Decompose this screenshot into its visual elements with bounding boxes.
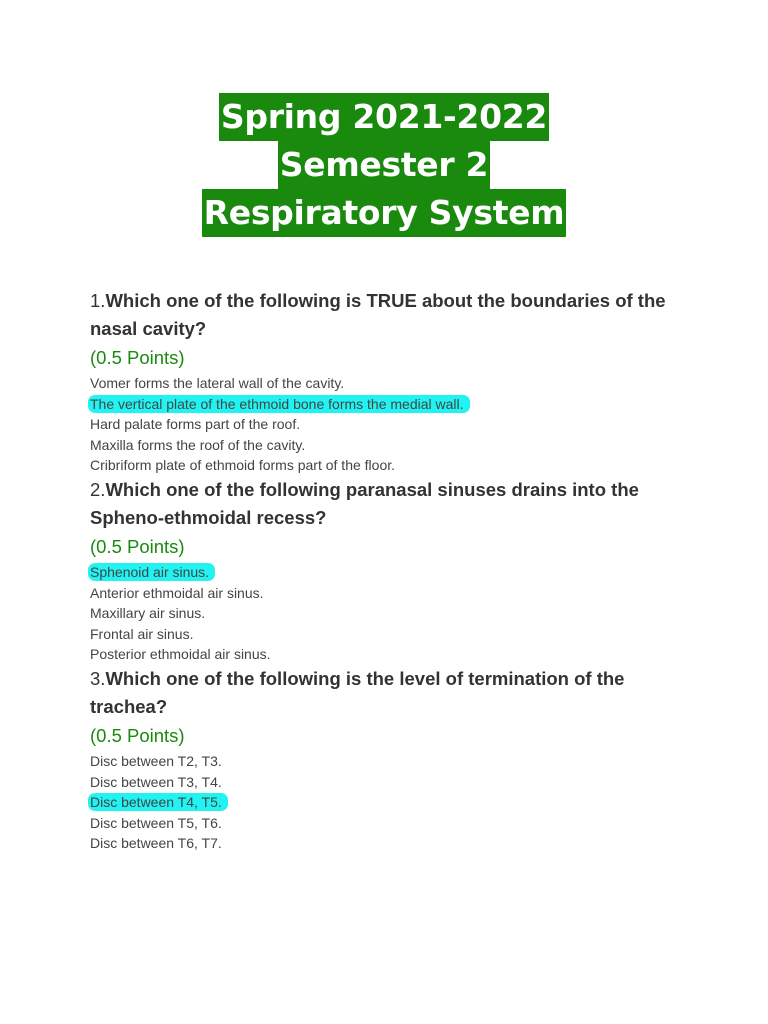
question-prompt: Which one of the following is TRUE about the boundaries of the nasal cavity?: [90, 290, 666, 339]
answer-option-text: Hard palate forms part of the roof.: [90, 416, 301, 433]
answer-option[interactable]: [90, 833, 690, 854]
answer-option-text: Disc between T6, T7.: [90, 835, 222, 852]
question-text: [90, 287, 690, 343]
answer-option[interactable]: [90, 603, 690, 624]
answer-option-highlighted[interactable]: [90, 792, 690, 813]
answer-option-text: Sphenoid air sinus.: [90, 563, 215, 581]
answer-option-text: Disc between T2, T3.: [90, 752, 222, 769]
answer-option[interactable]: [90, 772, 690, 793]
answer-option-text: Anterior ethmoidal air sinus.: [90, 584, 264, 601]
answer-option[interactable]: [90, 644, 690, 665]
title-line-semester: Semester 2: [278, 141, 490, 189]
document-title: [0, 93, 768, 237]
points-label: (0.5 Points): [90, 535, 185, 557]
question-3: [90, 665, 690, 854]
answer-option-text: Disc between T4, T5.: [90, 793, 228, 811]
answer-option[interactable]: [90, 751, 690, 772]
points-label: (0.5 Points): [90, 347, 185, 368]
answer-option-text: Maxillary air sinus.: [90, 605, 206, 622]
question-1: [90, 287, 690, 476]
answer-option-text: The vertical plate of the ethmoid bone forms the medial wall.: [90, 395, 470, 413]
answer-option-text: Posterior ethmoidal air sinus.: [90, 646, 271, 663]
question-number: 2.: [90, 478, 106, 500]
answer-option[interactable]: [90, 435, 690, 456]
question-2: [90, 476, 690, 665]
answer-option[interactable]: [90, 624, 690, 645]
answer-option-highlighted[interactable]: [90, 394, 690, 415]
answer-option-text: Vomer forms the lateral wall of the cavity.: [90, 375, 345, 391]
question-text: [90, 665, 690, 721]
answer-option[interactable]: [90, 373, 690, 394]
answer-options: [90, 373, 690, 476]
title-line-subject: Respiratory System: [202, 189, 567, 237]
answer-option-text: Disc between T3, T4.: [90, 773, 222, 790]
answer-option[interactable]: [90, 414, 690, 435]
title-line-term: Spring 2021-2022: [219, 93, 549, 141]
answer-option-text: Disc between T5, T6.: [90, 814, 222, 831]
question-number: 3.: [90, 667, 106, 689]
answer-option[interactable]: [90, 455, 690, 476]
points-label: (0.5 Points): [90, 724, 185, 746]
answer-options: [90, 562, 690, 665]
answer-option[interactable]: [90, 813, 690, 834]
question-prompt: Which one of the following is the level of termination of the trachea?: [90, 667, 625, 717]
question-text: [90, 476, 690, 532]
question-prompt: Which one of the following paranasal sinuses drains into the Spheno-ethmoidal recess?: [90, 478, 639, 528]
answer-option-text: Frontal air sinus.: [90, 625, 194, 642]
answer-option-highlighted[interactable]: [90, 562, 690, 583]
answer-option-text: Maxilla forms the roof of the cavity.: [90, 436, 306, 453]
question-number: 1.: [90, 290, 106, 311]
question-list: [90, 287, 690, 854]
answer-option[interactable]: [90, 583, 690, 604]
answer-option-text: Cribriform plate of ethmoid forms part of the floor.: [90, 457, 396, 474]
answer-options: [90, 751, 690, 854]
